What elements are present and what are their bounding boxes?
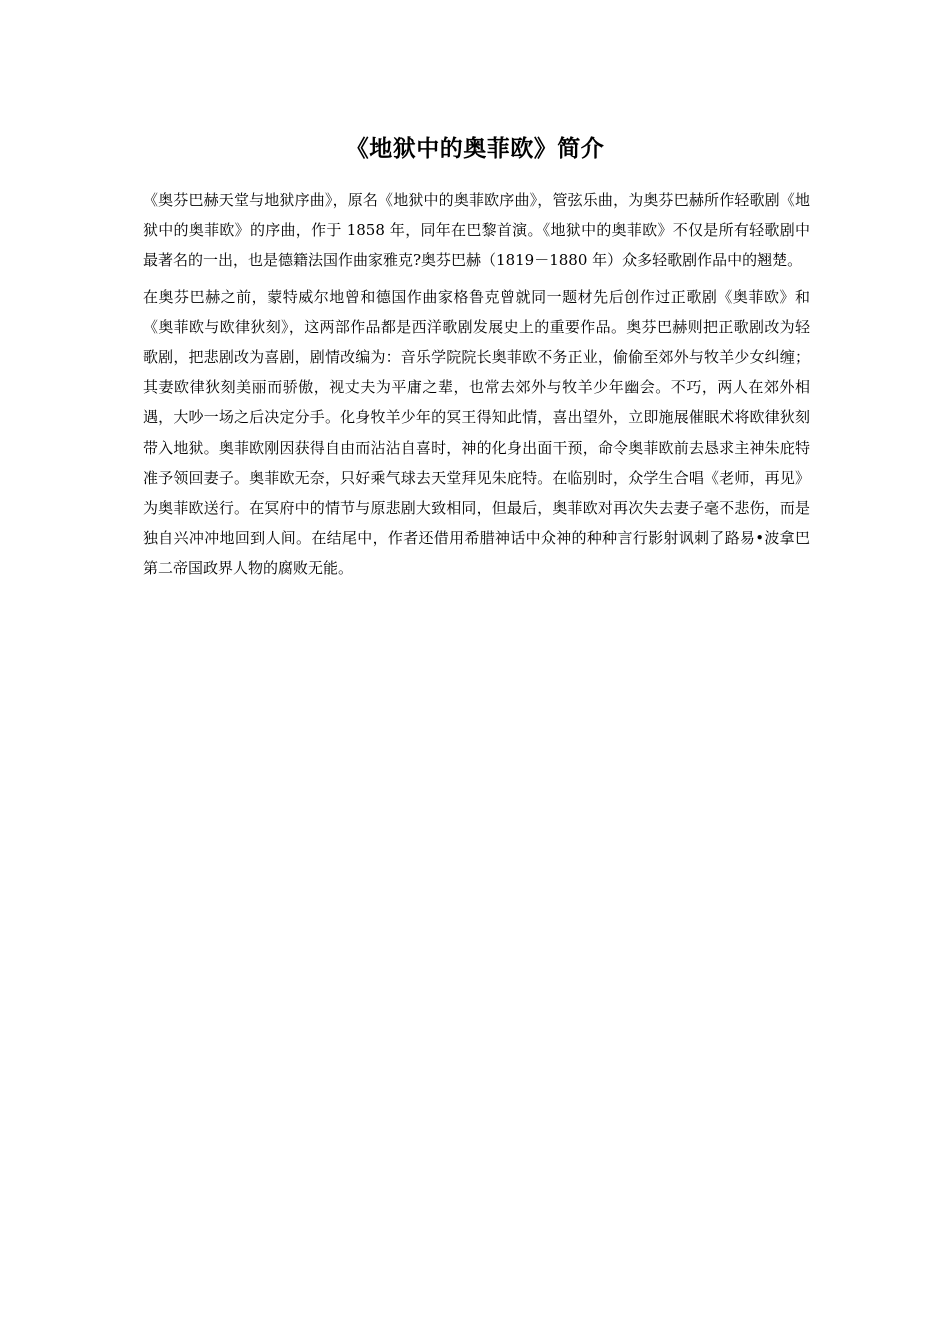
document-title: 《地狱中的奥菲欧》简介 [345, 135, 605, 162]
paragraph-overview: 《奥芬巴赫天堂与地狱序曲》，原名《地狱中的奥菲欧序曲》，管弦乐曲，为奥芬巴赫所作轻歌剧《地狱中的奥菲欧》的序曲，作于 1858 年，同年在巴黎首演。《地狱中的奥菲欧》不仅是所有轻歌剧中最著名的一出，也是德籍法国作曲家雅克?奥芬巴赫（1819－1880 年）众多轻歌剧作品中的翘楚。 [143, 191, 810, 270]
paragraph-plot: 在奥芬巴赫之前，蒙特威尔地曾和德国作曲家格鲁克曾就同一题材先后创作过正歌剧《奥菲欧》和《奥菲欧与欧律狄刻》，这两部作品都是西洋歌剧发展史上的重要作品。奥芬巴赫则把正歌剧改为轻歌剧，把悲剧改为喜剧，剧情改编为：音乐学院院长奥菲欧不务正业，偷偷至郊外与牧羊少女纠缠；其妻欧律狄刻美丽而骄傲，视丈夫为平庸之辈，也常去郊外与牧羊少年幽会。不巧，两人在郊外相遇，大吵一场之后决定分手。化身牧羊少年的冥王得知此情，喜出望外，立即施展催眠术将欧律狄刻带入地狱。奥菲欧刚因获得自由而沾沾自喜时，神的化身出面干预，命令奥菲欧前去恳求主神朱庇特准予领回妻子。奥菲欧无奈，只好乘气球去天堂拜见朱庇特。在临别时，众学生合唱《老师，再见》为奥菲欧送行。在冥府中的情节与原悲剧大致相同，但最后，奥菲欧对再次失去妻子毫不悲伤，而是独自兴冲冲地回到人间。在结尾中，作者还借用希腊神话中众神的种种言行影射讽刺了路易•波拿巴第二帝国政界人物的腐败无能。 [143, 287, 810, 578]
document-body [143, 185, 810, 584]
